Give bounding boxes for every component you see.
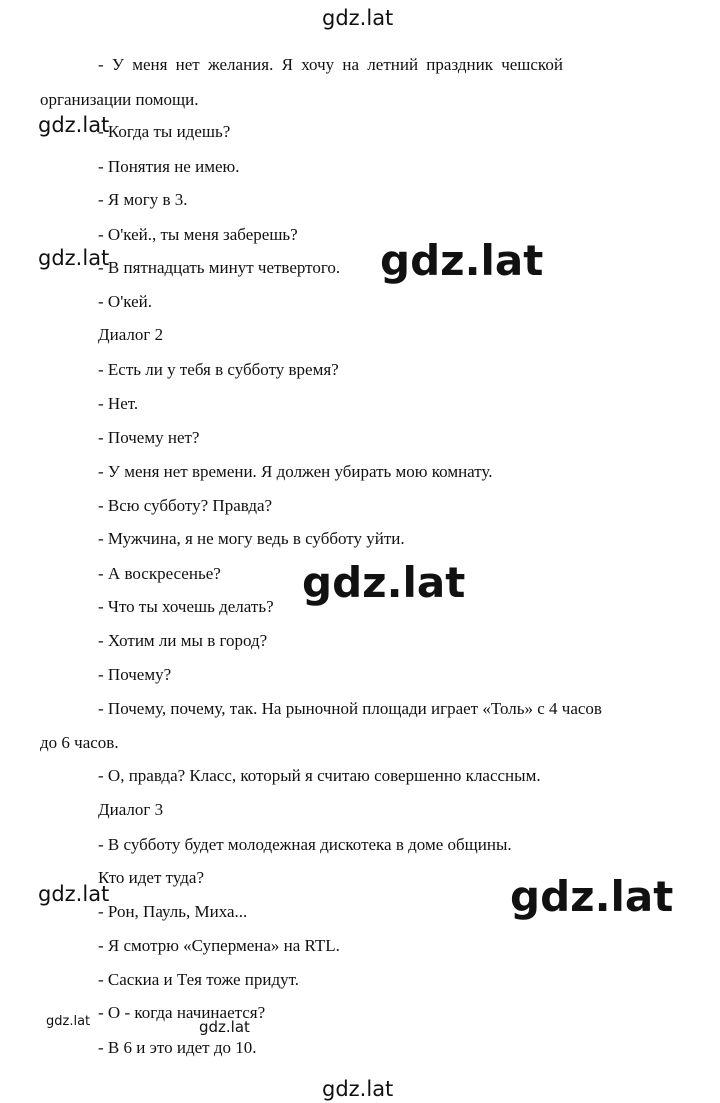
text-line-5: - Я могу в 3. [98, 190, 188, 209]
watermark-top: gdz.lat [322, 6, 394, 30]
watermark-bottom: gdz.lat [322, 1077, 394, 1101]
text-line-13: - У меня нет времени. Я должен убирать мою комнату. [98, 462, 493, 481]
text-line-6: - О'кей., ты меня заберешь? [98, 225, 298, 244]
text-line-29: - О - когда начинается? [98, 1003, 266, 1022]
text-line-18: - Хотим ли мы в город? [98, 631, 268, 650]
text-line-15: - Мужчина, я не могу ведь в субботу уйти. [98, 529, 405, 548]
text-line-11: - Нет. [98, 394, 139, 413]
watermark-small: gdz.lat [199, 1018, 250, 1036]
watermark-left-1: gdz.lat [38, 113, 110, 137]
text-line-4: - Понятия не имею. [98, 157, 240, 176]
text-line-20: - Почему, почему, так. На рыночной площади играет «Толь» с 4 часов [98, 699, 602, 718]
text-line-17: - Что ты хочешь делать? [98, 597, 274, 616]
text-line-21: до 6 часов. [40, 733, 119, 752]
text-line-7: - В пятнадцать минут четвертого. [98, 258, 341, 277]
text-line-12: - Почему нет? [98, 428, 200, 447]
text-line-8: - О'кей. [98, 292, 152, 311]
text-line-28: - Саскиа и Тея тоже придут. [98, 970, 300, 989]
text-line-2: организации помощи. [40, 90, 199, 109]
dialog-2-heading: Диалог 2 [98, 325, 164, 344]
text-line-30: - В 6 и это идет до 10. [98, 1038, 257, 1057]
text-line-10: - Есть ли у тебя в субботу время? [98, 360, 339, 379]
text-line-16: - А воскресенье? [98, 564, 221, 583]
watermark-large-2: gdz.lat [302, 558, 466, 607]
watermark-left-3: gdz.lat [38, 882, 110, 906]
text-line-14: - Всю субботу? Правда? [98, 496, 273, 515]
watermark-left-4: gdz.lat [46, 1014, 91, 1029]
watermark-large-3: gdz.lat [510, 872, 674, 921]
text-line-19: - Почему? [98, 665, 172, 684]
text-line-27: - Я смотрю «Супермена» на RTL. [98, 936, 340, 955]
watermark-left-2: gdz.lat [38, 246, 110, 270]
text-line-24: - В субботу будет молодежная дискотека в доме общины. [98, 835, 512, 854]
watermark-large-1: gdz.lat [380, 236, 544, 285]
text-line-3: - Когда ты идешь? [98, 122, 231, 141]
text-line-1-content: - У меня нет желания. Я хочу на летний праздник чешской [98, 55, 563, 74]
text-line-1 [98, 56, 693, 73]
text-line-26: - Рон, Пауль, Миха... [98, 902, 248, 921]
text-line-22: - О, правда? Класс, который я считаю совершенно классным. [98, 766, 541, 785]
dialog-3-heading: Диалог 3 [98, 800, 164, 819]
text-line-25: Кто идет туда? [98, 868, 204, 887]
